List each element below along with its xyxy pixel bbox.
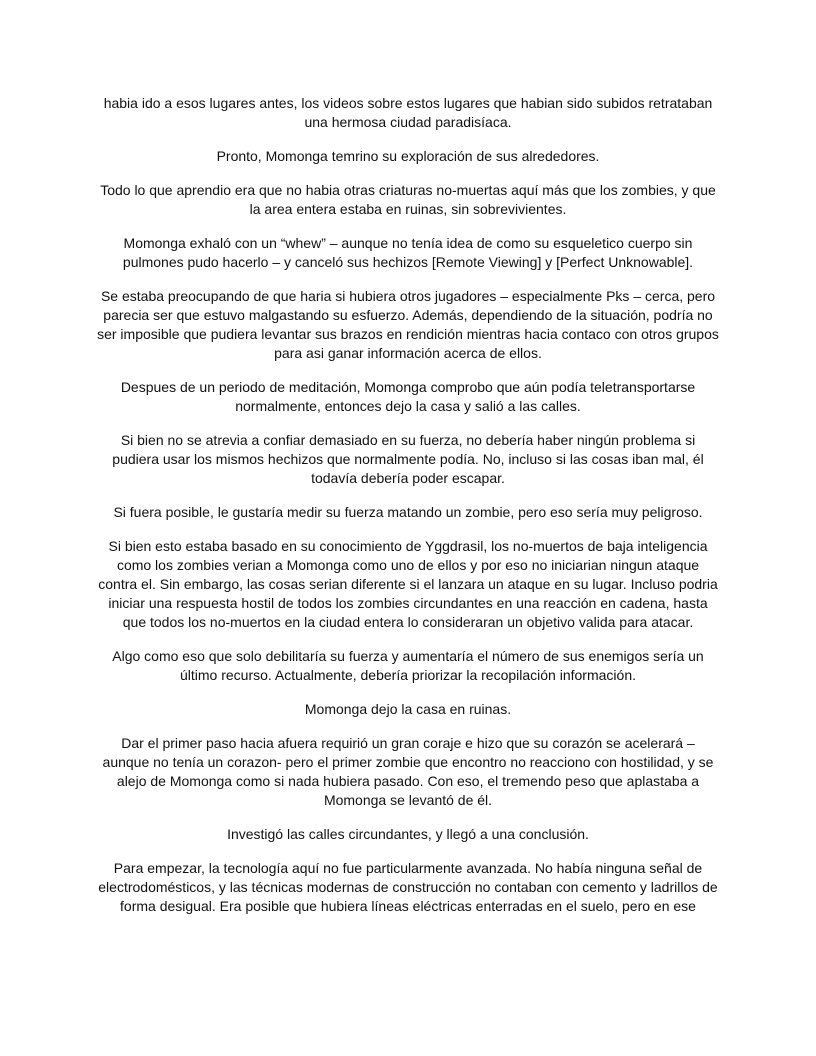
paragraph-4: Momonga exhaló con un “whew” – aunque no tenía idea de como su esqueletico cuerpo sin pulmones pudo hacerlo – y canceló sus hechizos [Remote Viewing] y [Perfect Unknowable].	[122, 235, 694, 270]
paragraph-8: Si fuera posible, le gustaría medir su fuerza matando un zombie, pero eso sería muy peligroso.	[113, 504, 703, 520]
paragraph-13: Investigó las calles circundantes, y llegó a una conclusión.	[227, 826, 589, 842]
paragraph-7: Si bien no se atrevia a confiar demasiado en su fuerza, no debería haber ningún problema si pudiera usar los mismos hechizos que normalmente podía. No, incluso si las cosas iban mal, él todavía debería poder escapar.	[112, 432, 704, 486]
paragraph-1: habia ido a esos lugares antes, los videos sobre estos lugares que habian sido subidos retrataban una hermosa ciudad paradisíaca.	[103, 95, 713, 130]
paragraph-3: Todo lo que aprendio era que no habia otras criaturas no-muertas aquí más que los zombies, y que la area entera estaba en ruinas, sin sobrevivientes.	[100, 182, 716, 217]
paragraph-11: Momonga dejo la casa en ruinas.	[304, 701, 512, 717]
paragraph-6: Despues de un periodo de meditación, Momonga comprobo que aún podía teletransportarse normalmente, entonces dejo la casa y salió a las calles.	[120, 379, 696, 414]
paragraph-12: Dar el primer paso hacia afuera requirió un gran coraje e hizo que su corazón se acelerará – aunque no tenía un corazon- pero el primer zombie que encontro no reacciono con hostilidad, y se alejo de Momonga como si nada hubiera pasado. Con eso, el tremendo peso que aplastaba a Momonga se levantó de él.	[102, 735, 714, 808]
paragraph-2: Pronto, Momonga temrino su exploración de sus alrededores.	[216, 148, 600, 164]
paragraph-9: Si bien esto estaba basado en su conocimiento de Yggdrasil, los no-muertos de baja inteligencia como los zombies verian a Momonga como uno de ellos y por eso no iniciarian ningun ataque contra el. Sin embargo, las cosas serian diferente si el lanzara un ataque en su lugar. Incluso podria iniciar una respuesta hostil de todos los zombies circundantes en una reacción en cadena, hasta que todos los no-muertos en la ciudad entera lo consideraran un objetivo valida para atacar.	[98, 538, 718, 630]
document-page	[96, 94, 720, 931]
paragraph-5: Se estaba preocupando de que haria si hubiera otros jugadores – especialmente Pks – cerca, pero parecia ser que estuvo malgastando su esfuerzo. Además, dependiendo de la situación, podría no ser imposible que pudiera levantar sus brazos en rendición mientras hacia contaco con otros grupos para asi ganar información acerca de ellos.	[97, 288, 719, 361]
paragraph-14: Para empezar, la tecnología aquí no fue particularmente avanzada. No había ninguna señal de electrodomésticos, y las técnicas modernas de construcción no contaban con cemento y ladrillos de forma desigual. Era posible que hubiera líneas eléctricas enterradas en el suelo, pero en ese	[98, 860, 718, 914]
paragraph-10: Algo como eso que solo debilitaría su fuerza y aumentaría el número de sus enemigos sería un último recurso. Actualmente, debería priorizar la recopilación información.	[112, 648, 704, 683]
